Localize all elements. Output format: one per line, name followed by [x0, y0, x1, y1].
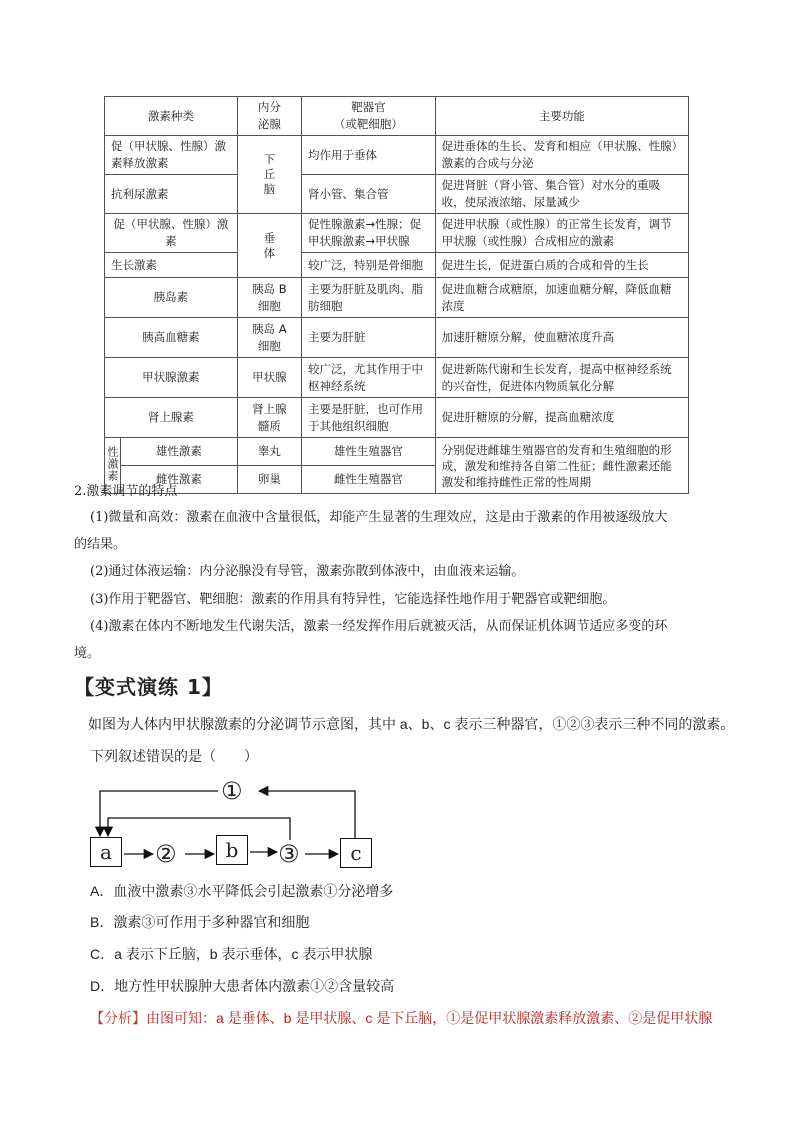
function-cell: 促进肾脏（肾小管、集合管）对水分的重吸收，使尿液浓缩、尿量减少	[435, 175, 688, 214]
target-cell: 主要为肝脏	[302, 318, 436, 358]
hormone-name: 甲状腺激素	[105, 358, 238, 398]
analysis-line	[90, 1008, 712, 1028]
table-row	[105, 358, 689, 398]
table-header-row	[105, 97, 689, 136]
hormone-name: 胰高血糖素	[105, 318, 238, 358]
analysis-tag: 【分析】	[90, 1010, 146, 1026]
function-cell: 促进垂体的生长、发育和相应（甲状腺、性腺）激素的合成与分泌	[435, 136, 688, 175]
paragraph-3: (3)作用于靶器官、靶细胞：激素的作用具有特异性，它能选择性地作用于靶器官或靶细胞。	[90, 592, 616, 607]
gland-cell: 垂 体	[237, 214, 301, 278]
table-row	[105, 278, 689, 318]
function-cell: 促进肝糖原的分解，提高血糖浓度	[435, 398, 688, 438]
header-hormone-type: 激素种类	[105, 97, 238, 136]
hormone-name: 雄性激素	[121, 438, 238, 466]
paragraph-1: (1)微量和高效：激素在血液中含量很低，却能产生显著的生理效应，这是由于激素的作用被逐级放大	[90, 510, 668, 525]
hormone-table	[104, 96, 689, 494]
paragraph-1-cont: 的结果。	[74, 537, 127, 552]
analysis-text: 由图可知：a 是垂体、b 是甲状腺、c 是下丘脑，①是促甲状腺激素释放激素、②是促甲状腺	[146, 1010, 713, 1026]
function-cell: 促进血糖合成糖原，加速血糖分解，降低血糖浓度	[435, 278, 688, 318]
table-row	[105, 398, 689, 438]
target-cell: 主要是肝脏，也可作用于其他组织细胞	[302, 398, 436, 438]
gland-cell: 肾上腺 髓质	[237, 398, 301, 438]
gland-cell: 下 丘 脑	[237, 136, 301, 214]
hormone-name: 雌性激素	[121, 466, 238, 494]
question-stem: 如图为人体内甲状腺激素的分泌调节示意图，其中 a、b、c 表示三种器官，①②③表示三种不同的激素。	[88, 716, 735, 732]
target-cell: 较广泛，特别是骨细胞	[302, 253, 436, 278]
function-cell: 分别促进雌雄生殖器官的发育和生殖细胞的形成，激发和维持各自第二性征；雌性激素还能激发和维持雌性正常的性周期	[435, 438, 688, 494]
target-cell: 较广泛，尤其作用于中枢神经系统	[302, 358, 436, 398]
option-b: B．激素③可作用于多种器官和细胞	[90, 914, 310, 930]
exercise-title: 【变式演练 1】	[74, 675, 223, 699]
table-row	[105, 438, 689, 466]
hormone-1-label: ①	[221, 777, 243, 805]
option-c: C．a 表示下丘脑，b 表示垂体，c 表示甲状腺	[90, 946, 373, 962]
hormone-2-label: ②	[155, 840, 177, 868]
gland-cell: 睾丸	[237, 438, 301, 466]
organ-b-box: b	[216, 835, 248, 865]
hormone-name: 促（甲状腺、性腺）激素释放激素	[105, 136, 238, 175]
paragraph-2: (2)通过体液运输：内分泌腺没有导管，激素弥散到体液中，由血液来运输。	[90, 564, 525, 579]
hormone-name: 促（甲状腺、性腺）激素	[105, 214, 238, 253]
hormone-name: 生长激素	[105, 253, 238, 278]
sex-hormone-group-text: 性激素	[106, 446, 120, 482]
hormone-name: 胰岛素	[105, 278, 238, 318]
organ-a-box: a	[90, 837, 122, 867]
gland-cell: 卵巢	[237, 466, 301, 494]
hormone-name: 肾上腺素	[105, 398, 238, 438]
question-stem-2: 下列叙述错误的是（ ）	[90, 748, 258, 764]
header-gland: 内分 泌腺	[237, 97, 301, 136]
header-target: 靶器官 （或靶细胞）	[302, 97, 436, 136]
paragraph-4-cont: 境。	[74, 646, 101, 661]
section-heading: 2.激素调节的特点	[74, 484, 178, 499]
function-cell: 加速肝糖原分解，使血糖浓度升高	[435, 318, 688, 358]
function-cell: 促进甲状腺（或性腺）的正常生长发育，调节甲状腺（或性腺）合成相应的激素	[435, 214, 688, 253]
target-cell: 肾小管、集合管	[302, 175, 436, 214]
target-cell: 主要为肝脏及肌肉、脂肪细胞	[302, 278, 436, 318]
gland-cell: 甲状腺	[237, 358, 301, 398]
hormone-name: 抗利尿激素	[105, 175, 238, 214]
paragraph-4: (4)激素在体内不断地发生代谢失活，激素一经发挥作用后就被灭活，从而保证机体调节适应多变的环	[90, 619, 668, 634]
target-cell: 雌性生殖器官	[302, 466, 436, 494]
table-row	[105, 253, 689, 278]
function-cell: 促进新陈代谢和生长发育，提高中枢神经系统的兴奋性，促进体内物质氧化分解	[435, 358, 688, 398]
header-function: 主要功能	[435, 97, 688, 136]
gland-cell: 胰岛 A 细胞	[237, 318, 301, 358]
table-row	[105, 214, 689, 253]
target-cell: 均作用于垂体	[302, 136, 436, 175]
hormone-3-label: ③	[278, 840, 300, 868]
option-d: D．地方性甲状腺肿大患者体内激素①②含量较高	[90, 978, 395, 994]
organ-c-box: c	[340, 838, 372, 868]
gland-cell: 胰岛 B 细胞	[237, 278, 301, 318]
option-a: A．血液中激素③水平降低会引起激素①分泌增多	[90, 883, 394, 899]
function-cell: 促进生长，促进蛋白质的合成和骨的生长	[435, 253, 688, 278]
table-row	[105, 136, 689, 175]
table-row	[105, 175, 689, 214]
table-row	[105, 318, 689, 358]
target-cell: 雄性生殖器官	[302, 438, 436, 466]
target-cell: 促性腺激素→性腺；促甲状腺激素→甲状腺	[302, 214, 436, 253]
